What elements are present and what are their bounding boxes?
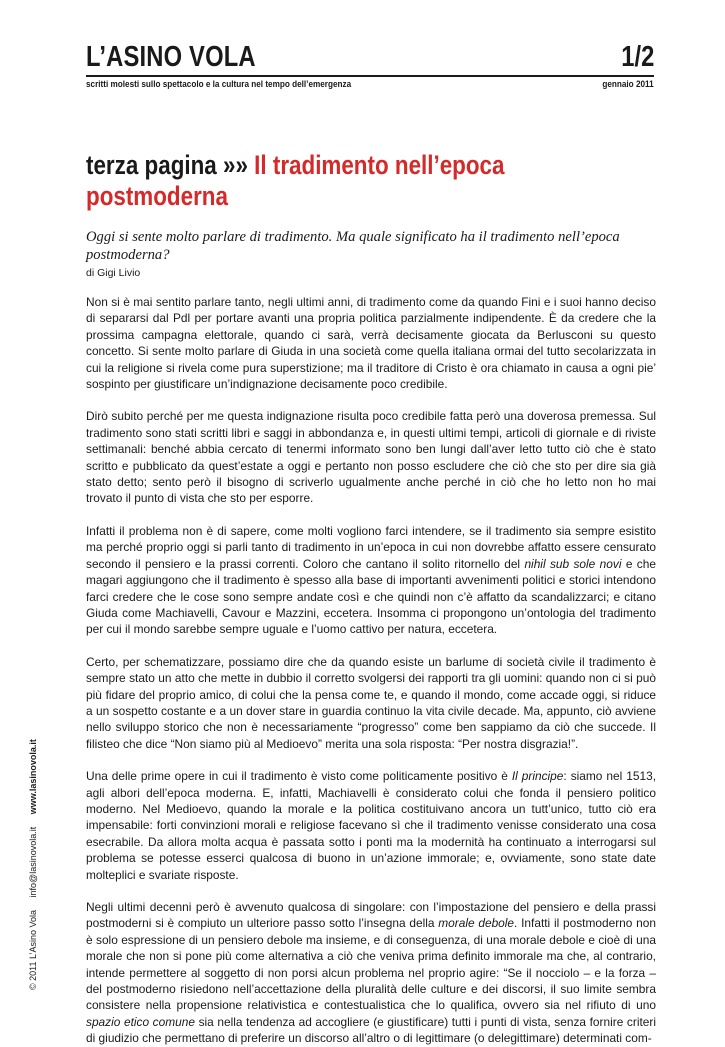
masthead-rule xyxy=(86,75,654,77)
section-label: terza pagina xyxy=(86,150,217,180)
paragraph-5-emphasis: Il principe xyxy=(511,769,564,784)
paragraph-6-emphasis-a: morale debole xyxy=(438,916,515,931)
paragraph-4: Certo, per schematizzare, possiamo dire che da quando esiste un barlume di società civile il tradimento è sempre stato un atto che mette in dubbio il corretto svolgersi dei rapporti tra gli uomini: quando non ci si può più fidare del proprio amico, di colui che la pensa come te, e quando il mondo, come accade oggi, si riduce a un sospetto costante e a un dover stare in guardia continuo la vita civile decade. Ma, appunto, ciò avviene nello sviluppo storico che non è necessariamente “progresso” come ben sappiamo da ciò che succede. Il filisteo che dice “Non siamo più al Medioevo” merita una sola risposta: “Per nostra disgrazia!”. xyxy=(86,654,656,751)
contact-email[interactable]: info@lasinovola.it xyxy=(28,826,38,898)
paragraph-6-text-b: . Infatti il postmoderno non è solo espressione di un pensiero debole ma insieme, e di conseguenza, di una morale debole e cioè di una morale che non si pone più come alternativa a ciò che veniva prima definito immorale ma che, al contrario, intende permettere al soggetto di non porsi alcun problema nel proprio agire: “Se il nocciolo – e la forza – del postmoderno risiedono nell’accettazione della pluralità delle culture e dei discorsi, il suo limite sembra consistere nella propensione relativistica e contestualistica che lo qualifica, ovvero sia nel rifiuto di uno xyxy=(86,916,656,1013)
paragraph-5-text-b: : siamo nel 1513, agli albori dell’epoca moderna. E, infatti, Machiavelli è considerato colui che fonda il pensiero politico moderno. Nel Medioevo, quando la morale e la politica costituivano ancora un tutt’unico, tutto ciò era impensabile: forti convinzioni morali e religiose facevano sì che il tradimento venisse considerato una cosa esecrabile. Da allora molta acqua è passata sotto i ponti ma la modernità ha continuato a interrogarsi sul problema se potesse esserci qualcosa di buono in un’azione immorale; e, ovviamente, sono state date molteplici e svariate risposte. xyxy=(86,769,657,882)
side-credits xyxy=(28,729,38,990)
article-body xyxy=(86,294,656,1047)
paragraph-6 xyxy=(86,899,656,1047)
paragraph-3-emphasis: nihil sub sole novi xyxy=(524,556,622,571)
article-byline: di Gigi Livio xyxy=(86,267,141,279)
paragraph-3 xyxy=(86,523,656,638)
paragraph-2: Dirò subito perché per me questa indignazione risulta poco credibile fatta però una doverosa premessa. Sul tradimento sono stati scritti libri e saggi in abbondanza e, in questi ultimi tempi, articoli di giornale e di riviste settimanali: benché abbia cercato di tenermi informato sono ben lungi dall’aver letto tutto ciò che è stato scritto e pubblicato da quest’estate a oggi e pertanto non posso escludere che ciò che sto per dire sia già stato detto; sento però il bisogno di scriverlo ugualmente anche perché in ciò che ho letto non ho mai trovato il punto di vista che sto per esporre. xyxy=(86,409,656,506)
copyright-notice: © 2011 L’Asino Vola xyxy=(28,909,38,990)
website-link[interactable]: www.lasinovola.it xyxy=(28,739,38,815)
masthead-row xyxy=(86,42,654,72)
masthead xyxy=(86,42,654,90)
paragraph-3-text-a: Infatti il problema non è di sapere, come molti vogliono farci intendere, se il tradimento sia sempre esistito ma perché proprio oggi si parli tanto di tradimento in un’epoca in cui non dovrebbe affatto essere censurato secondo il pensiero e la prassi correnti. Coloro che cantano il solito ritornello del xyxy=(86,523,656,571)
issue-number: 1/2 xyxy=(620,41,654,73)
publication-tagline: scritti molesti sullo spettacolo e la cultura nel tempo dell’emergenza xyxy=(86,79,352,90)
paragraph-3-text-b: e che magari aggiungono che il tradimento è spesso alla base di importanti avvenimenti politici e storici intendono farci credere che le cose sono sempre andate così e che quindi non c’è affatto da scandalizzarci; e citano Giuda come Machiavelli, Cavour e Mazzini, eccetera. Insomma ci propongono un’ontologia del tradimento per cui il mondo sarebbe sempre uguale e l’uomo cattivo per natura, eccetera. xyxy=(86,556,656,637)
article-title-line1: Il tradimento nell’epoca xyxy=(254,150,505,180)
masthead-subline xyxy=(86,79,654,90)
paragraph-6-emphasis-b: spazio etico comune xyxy=(86,1014,195,1029)
paragraph-1: Non si è mai sentito parlare tanto, negli ultimi anni, di tradimento come da quando Fini e i suoi hanno deciso di separarsi dal Pdl per portare avanti una propria politica parzialmente indipendente. È da credere che la prossima campagna elettorale, quando ci sarà, verrà decisamente giocata da Berlusconi su questo concetto. Si sente molto parlare di Giuda in una società come quella italiana ormai del tutto secolarizzata in cui la religione si rivela come pura superstizione; ma il traditore di Cristo è ora chiamato in causa a ogni pie’ sospinto per giustificare un’indignazione decisamente poco credibile. xyxy=(86,295,656,392)
article-title-line2: postmoderna xyxy=(86,181,228,211)
article-headline xyxy=(86,150,634,212)
publication-title: L’ASINO VOLA xyxy=(86,41,256,73)
paragraph-6-text-a: Negli ultimi decenni però è avvenuto qualcosa di singolare: con l’impostazione del pensiero e della prassi postmoderni si è compiuto un ulteriore passo sotto l’insegna della xyxy=(86,900,656,931)
paragraph-6-text-c: sia nella tendenza ad accogliere (e giustificare) tutti i punti di vista, senza fornire criteri di giudizio che permettano di preferire un discorso all’altro o di legittimare (o delegittimare) determinati com- xyxy=(86,1014,656,1046)
issue-date: gennaio 2011 xyxy=(602,79,654,90)
section-arrows: »» xyxy=(223,150,248,180)
article-lead: Oggi si sente molto parlare di tradimento. Ma quale significato ha il tradimento nell’epoca postmoderna? xyxy=(86,229,620,263)
paragraph-5 xyxy=(86,768,656,883)
paragraph-5-text-a: Una delle prime opere in cui il tradimento è visto come politicamente positivo è xyxy=(86,769,512,784)
